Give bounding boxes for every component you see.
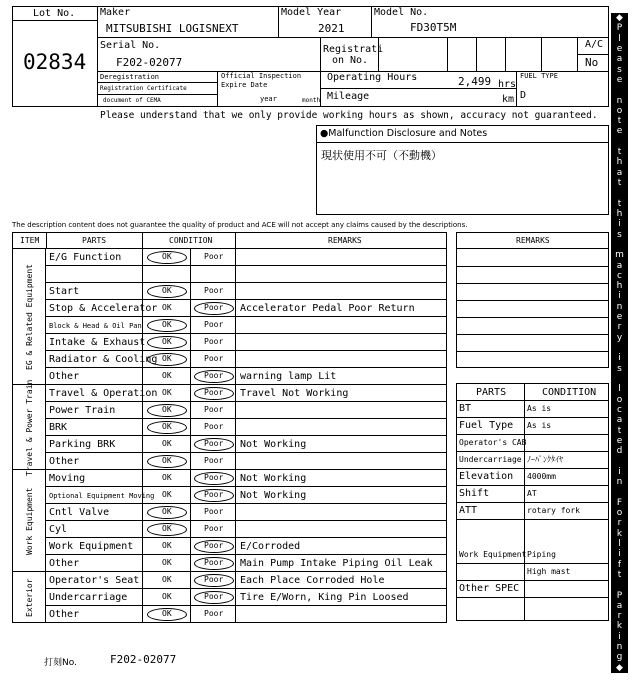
- ok-circle: [147, 523, 187, 536]
- side-note-char: [611, 580, 628, 590]
- item-group: [12, 470, 46, 572]
- ok-circle: [147, 353, 187, 366]
- condition-ok: OK: [162, 558, 172, 567]
- side-note-char: a: [616, 600, 623, 611]
- header-condition: CONDITION: [169, 236, 213, 245]
- poor-circle: [194, 438, 234, 451]
- condition-ok: OK: [162, 456, 172, 465]
- item-group: [12, 379, 46, 476]
- condition-poor: Poor: [204, 286, 224, 295]
- side-note-strip: [611, 13, 628, 673]
- main-table-header: [12, 232, 447, 249]
- spec-part: Work Equipment: [459, 550, 527, 559]
- side-note-char: a: [616, 167, 623, 178]
- spec-value: Piping: [527, 550, 556, 559]
- part-name: Cyl: [49, 524, 68, 535]
- side-note-char: ◆: [616, 662, 623, 673]
- side-note-char: n: [616, 642, 623, 653]
- condition-poor: Poor: [204, 592, 224, 601]
- condition-poor: Poor: [204, 558, 224, 567]
- poor-circle: [194, 472, 234, 485]
- part-name: Radiator & Cooling: [49, 354, 158, 365]
- table-row: [46, 317, 447, 334]
- ok-circle: [147, 336, 187, 349]
- spec-line: [456, 519, 609, 520]
- condition-poor: Poor: [204, 541, 224, 550]
- side-note-char: m: [615, 250, 624, 261]
- condition-poor: Poor: [204, 252, 224, 261]
- side-note-char: P: [616, 590, 623, 601]
- item-group-label: EG & Related Equipment: [25, 264, 34, 370]
- part-name: Operator's Seat: [49, 575, 140, 586]
- poor-circle: [194, 489, 234, 502]
- spec-part: Other SPEC: [459, 583, 520, 594]
- spec-parts-header: PARTS: [476, 387, 507, 398]
- condition-poor: Poor: [204, 354, 224, 363]
- side-note-char: a: [616, 54, 623, 65]
- spec-value: AT: [527, 489, 537, 498]
- maker-value: MITSUBISHI LOGISNEXT: [106, 22, 239, 35]
- condition-ok: OK: [162, 252, 172, 261]
- side-note-char: [611, 137, 628, 147]
- ok-circle: [147, 285, 187, 298]
- spec-row: [456, 451, 609, 468]
- spec-row: [456, 546, 609, 563]
- side-note-char: f: [617, 559, 622, 570]
- condition-ok: OK: [162, 405, 172, 414]
- side-note-char: [611, 188, 628, 198]
- side-note-char: r: [617, 611, 622, 622]
- condition-ok: OK: [162, 422, 172, 431]
- condition-poor: Poor: [204, 337, 224, 346]
- part-name: Undercarriage: [49, 592, 128, 603]
- ok-circle: [147, 608, 187, 621]
- condition-ok: OK: [162, 439, 172, 448]
- side-note-char: r: [617, 322, 622, 333]
- item-group: [12, 249, 46, 385]
- inspection-label: Official Inspection: [221, 72, 302, 80]
- condition-ok: OK: [162, 286, 172, 295]
- part-name: Start: [49, 286, 80, 297]
- condition-poor: Poor: [204, 575, 224, 584]
- condition-poor: Poor: [204, 303, 224, 312]
- side-note-char: [611, 487, 628, 497]
- spec-part: Undercarriage: [459, 455, 522, 464]
- spec-row: [456, 468, 609, 485]
- remark: Not Working: [240, 490, 307, 501]
- model-year-label: Model Year: [281, 7, 342, 18]
- condition-ok: OK: [162, 490, 172, 499]
- side-note-char: k: [616, 528, 623, 539]
- side-note-char: F: [616, 497, 623, 508]
- remarks-line: [456, 334, 609, 335]
- remark: Accelerator Pedal Poor Return: [240, 303, 415, 314]
- side-note-char: i: [618, 549, 621, 560]
- table-row: [46, 419, 447, 436]
- side-note-char: e: [616, 74, 623, 85]
- spec-line: [456, 485, 609, 486]
- mileage-unit: km: [502, 94, 515, 105]
- side-note-char: e: [616, 43, 623, 54]
- part-name: Power Train: [49, 405, 116, 416]
- part-name: Parking BRK: [49, 439, 116, 450]
- side-note-char: c: [617, 270, 622, 281]
- side-note-char: s: [617, 229, 622, 240]
- condition-ok: OK: [162, 354, 172, 363]
- side-note-char: t: [617, 569, 622, 580]
- side-note-char: [611, 240, 628, 250]
- spec-part: Shift: [459, 488, 490, 499]
- poor-circle: [194, 574, 234, 587]
- remark: Each Place Corroded Hole: [240, 575, 385, 586]
- spec-row: [456, 485, 609, 502]
- spec-line: [456, 597, 609, 598]
- table-row: [46, 538, 447, 555]
- item-group-label: Travel & Power Train: [25, 379, 34, 476]
- spec-row: [456, 580, 609, 597]
- side-note-char: n: [616, 477, 623, 488]
- table-row: [46, 470, 447, 487]
- remarks-line: [456, 317, 609, 318]
- remark: Main Pump Intake Piping Oil Leak: [240, 558, 433, 569]
- condition-poor: Poor: [204, 439, 224, 448]
- spec-line: [456, 434, 609, 435]
- part-name: Moving: [49, 473, 86, 484]
- side-note-char: i: [618, 466, 621, 477]
- remarks-line: [456, 266, 609, 267]
- table-row: [46, 453, 447, 470]
- maker-label: Maker: [100, 7, 131, 18]
- table-row: [46, 368, 447, 385]
- side-note-char: t: [617, 147, 622, 158]
- hours-label: Operating Hours: [327, 72, 418, 83]
- condition-ok: OK: [162, 524, 172, 533]
- spec-line: [456, 400, 609, 401]
- disclaimer: The description content does not guarantee the quality of product and ACE will not accept any claims caused by the descriptions.: [12, 221, 468, 229]
- serial-value: F202-02077: [116, 56, 183, 69]
- table-row: [46, 334, 447, 351]
- part-name: Optional Equipment Moving: [49, 492, 155, 500]
- item-group-label: Exterior: [25, 578, 34, 617]
- condition-poor: Poor: [204, 490, 224, 499]
- registration-label: Registrati on No.: [323, 44, 384, 66]
- hours-value: 2,499: [458, 75, 492, 88]
- table-row: [46, 521, 447, 538]
- condition-poor: Poor: [204, 507, 224, 516]
- side-note-char: h: [616, 208, 623, 219]
- hours-unit: hrs: [498, 79, 517, 90]
- ok-circle: [147, 319, 187, 332]
- side-note-char: i: [618, 353, 621, 364]
- ac-value: No: [585, 56, 599, 69]
- condition-poor: Poor: [204, 320, 224, 329]
- spec-value: ﾉｰﾊﾟﾝｸﾀｲﾔ: [527, 455, 563, 464]
- remark: Tire E/Worn, King Pin Loosed: [240, 592, 409, 603]
- ok-circle: [147, 506, 187, 519]
- serial-label: Serial No.: [100, 40, 161, 51]
- malfunction-text: 現状使用不可（不動機）: [321, 149, 442, 162]
- spec-value: As is: [527, 421, 552, 430]
- deregistration-label: Deregistration: [100, 73, 160, 81]
- table-row: [46, 555, 447, 572]
- side-note-char: a: [616, 260, 623, 271]
- spec-part: BT: [459, 403, 472, 414]
- part-name: Other: [49, 609, 80, 620]
- side-note-char: e: [616, 126, 623, 137]
- table-row: [46, 606, 447, 623]
- condition-poor: Poor: [204, 388, 224, 397]
- poor-circle: [194, 557, 234, 570]
- condition-poor: Poor: [204, 456, 224, 465]
- spec-row: [456, 400, 609, 417]
- ok-circle: [147, 455, 187, 468]
- remark: Travel Not Working: [240, 388, 349, 399]
- part-name: Stop & Accelerator: [49, 303, 158, 314]
- table-row: [46, 589, 447, 606]
- poor-circle: [194, 302, 234, 315]
- cema-label: document of CEMA: [103, 97, 161, 104]
- spec-row: [456, 417, 609, 434]
- year-label: year: [260, 95, 277, 103]
- header-remarks: REMARKS: [328, 236, 362, 245]
- poor-circle: [194, 540, 234, 553]
- condition-ok: OK: [162, 388, 172, 397]
- condition-ok: OK: [162, 337, 172, 346]
- inspection-expire-label: Expire Date: [221, 81, 268, 89]
- table-row: [46, 266, 447, 283]
- part-name: BRK: [49, 422, 68, 433]
- spec-line: [456, 417, 609, 418]
- side-note-char: c: [617, 404, 622, 415]
- spec-row: [456, 434, 609, 451]
- registration-certificate-label: Registration Certificate: [100, 85, 187, 92]
- remarks-line: [456, 351, 609, 352]
- side-note-char: ◆: [616, 13, 623, 23]
- side-note-char: h: [616, 281, 623, 292]
- fuel-type-label: FUEL TYPE: [520, 72, 558, 80]
- side-note-char: l: [618, 384, 621, 395]
- side-note-char: r: [617, 518, 622, 529]
- spec-value: rotary fork: [527, 506, 580, 515]
- table-row: [46, 436, 447, 453]
- spec-line: [456, 580, 609, 581]
- malfunction-title: ●Malfunction Disclosure and Notes: [320, 128, 488, 139]
- spec-condition-header: CONDITION: [542, 387, 597, 398]
- ac-label: A/C: [585, 39, 604, 50]
- side-note-char: l: [618, 538, 621, 549]
- side-note-char: i: [618, 219, 621, 230]
- item-group: [12, 572, 46, 623]
- side-note-char: t: [617, 178, 622, 188]
- condition-ok: OK: [162, 592, 172, 601]
- table-row: [46, 283, 447, 300]
- remark: Not Working: [240, 439, 307, 450]
- condition-ok: OK: [162, 320, 172, 329]
- poor-circle: [194, 370, 234, 383]
- side-note-char: e: [616, 312, 623, 323]
- condition-poor: Poor: [204, 473, 224, 482]
- side-note-char: k: [616, 621, 623, 632]
- remark: Not Working: [240, 473, 307, 484]
- footer-value: F202-02077: [110, 653, 177, 666]
- side-note-char: s: [617, 64, 622, 75]
- side-note-char: o: [616, 508, 623, 518]
- remark: warning lamp Lit: [240, 371, 337, 382]
- spec-row: [456, 563, 609, 580]
- part-name: Other: [49, 558, 80, 569]
- condition-ok: OK: [162, 609, 172, 618]
- table-row: [46, 504, 447, 521]
- condition-ok: OK: [162, 507, 172, 516]
- part-name: Work Equipment: [49, 541, 134, 552]
- side-note-char: o: [616, 105, 623, 116]
- side-note-char: i: [618, 291, 621, 302]
- month-label: month: [302, 97, 321, 104]
- side-note-char: d: [616, 446, 623, 457]
- remark: E/Corroded: [240, 541, 301, 552]
- side-note-char: t: [617, 198, 622, 209]
- side-note-char: t: [617, 116, 622, 127]
- hours-notice: Please understand that we only provide working hours as shown, accuracy not guaranteed.: [100, 110, 598, 121]
- part-name: Travel & Operation: [49, 388, 158, 399]
- condition-poor: Poor: [204, 371, 224, 380]
- lot-label: Lot No.: [33, 8, 76, 19]
- side-note-char: t: [617, 425, 622, 436]
- condition-ok: OK: [162, 303, 172, 312]
- side-note-char: l: [618, 33, 621, 44]
- spec-part: Operator's CAB: [459, 438, 527, 447]
- item-group-label: Work Equipment: [25, 487, 34, 555]
- model-no-label: Model No.: [374, 7, 429, 18]
- side-note-char: n: [616, 95, 623, 106]
- table-row: [46, 300, 447, 317]
- header-right-remarks: REMARKS: [516, 236, 550, 245]
- poor-circle: [194, 387, 234, 400]
- side-note-char: [611, 343, 628, 353]
- remarks-line: [456, 300, 609, 301]
- model-no-value: FD30T5M: [410, 21, 457, 34]
- model-year-value: 2021: [318, 22, 345, 35]
- ok-circle: [147, 404, 187, 417]
- header-parts: PARTS: [82, 236, 107, 245]
- part-name: Intake & Exhaust: [49, 337, 146, 348]
- condition-ok: OK: [162, 575, 172, 584]
- side-note-char: [611, 85, 628, 95]
- condition-poor: Poor: [204, 524, 224, 533]
- remarks-line: [456, 283, 609, 284]
- table-row: [46, 385, 447, 402]
- ok-circle: [147, 251, 187, 264]
- spec-line: [456, 451, 609, 452]
- poor-circle: [194, 591, 234, 604]
- side-note-char: a: [616, 415, 623, 426]
- spec-line: [456, 502, 609, 503]
- table-row: [46, 572, 447, 589]
- spec-value: 4000mm: [527, 472, 556, 481]
- header-item: ITEM: [20, 236, 40, 245]
- table-row: [46, 351, 447, 368]
- condition-ok: OK: [162, 371, 172, 380]
- mileage-label: Mileage: [327, 91, 370, 102]
- spec-value: High mast: [527, 567, 571, 576]
- spec-line: [456, 468, 609, 469]
- side-note-char: g: [616, 652, 623, 663]
- part-name: Cntl Valve: [49, 507, 110, 518]
- part-name: Other: [49, 371, 80, 382]
- condition-poor: Poor: [204, 422, 224, 431]
- side-note-char: h: [616, 157, 623, 168]
- spec-part: Fuel Type: [459, 420, 514, 431]
- side-note-char: e: [616, 435, 623, 446]
- condition-ok: OK: [162, 541, 172, 550]
- table-row: [46, 249, 447, 266]
- part-name: Other: [49, 456, 80, 467]
- lot-number: 02834: [23, 50, 87, 74]
- side-note-char: s: [617, 363, 622, 374]
- part-name: Block & Head & Oil Pan: [49, 322, 142, 330]
- table-row: [46, 402, 447, 419]
- spec-row: [456, 502, 609, 519]
- spec-part: Elevation: [459, 471, 514, 482]
- condition-ok: OK: [162, 473, 172, 482]
- fuel-type-value: D: [520, 90, 527, 101]
- table-row: [46, 487, 447, 504]
- side-note-char: i: [618, 631, 621, 642]
- side-note-char: o: [616, 394, 623, 405]
- spec-part: ATT: [459, 505, 478, 516]
- condition-poor: Poor: [204, 405, 224, 414]
- side-note-char: [611, 374, 628, 384]
- side-note-char: n: [616, 301, 623, 312]
- spec-line: [456, 563, 609, 564]
- footer-label: 打刻No.: [44, 658, 77, 668]
- spec-value: As is: [527, 404, 552, 413]
- side-note-char: [611, 456, 628, 466]
- side-note-char: P: [616, 23, 623, 34]
- ok-circle: [147, 421, 187, 434]
- part-name: E/G Function: [49, 252, 122, 263]
- side-note-char: y: [616, 332, 623, 343]
- condition-poor: Poor: [204, 609, 224, 618]
